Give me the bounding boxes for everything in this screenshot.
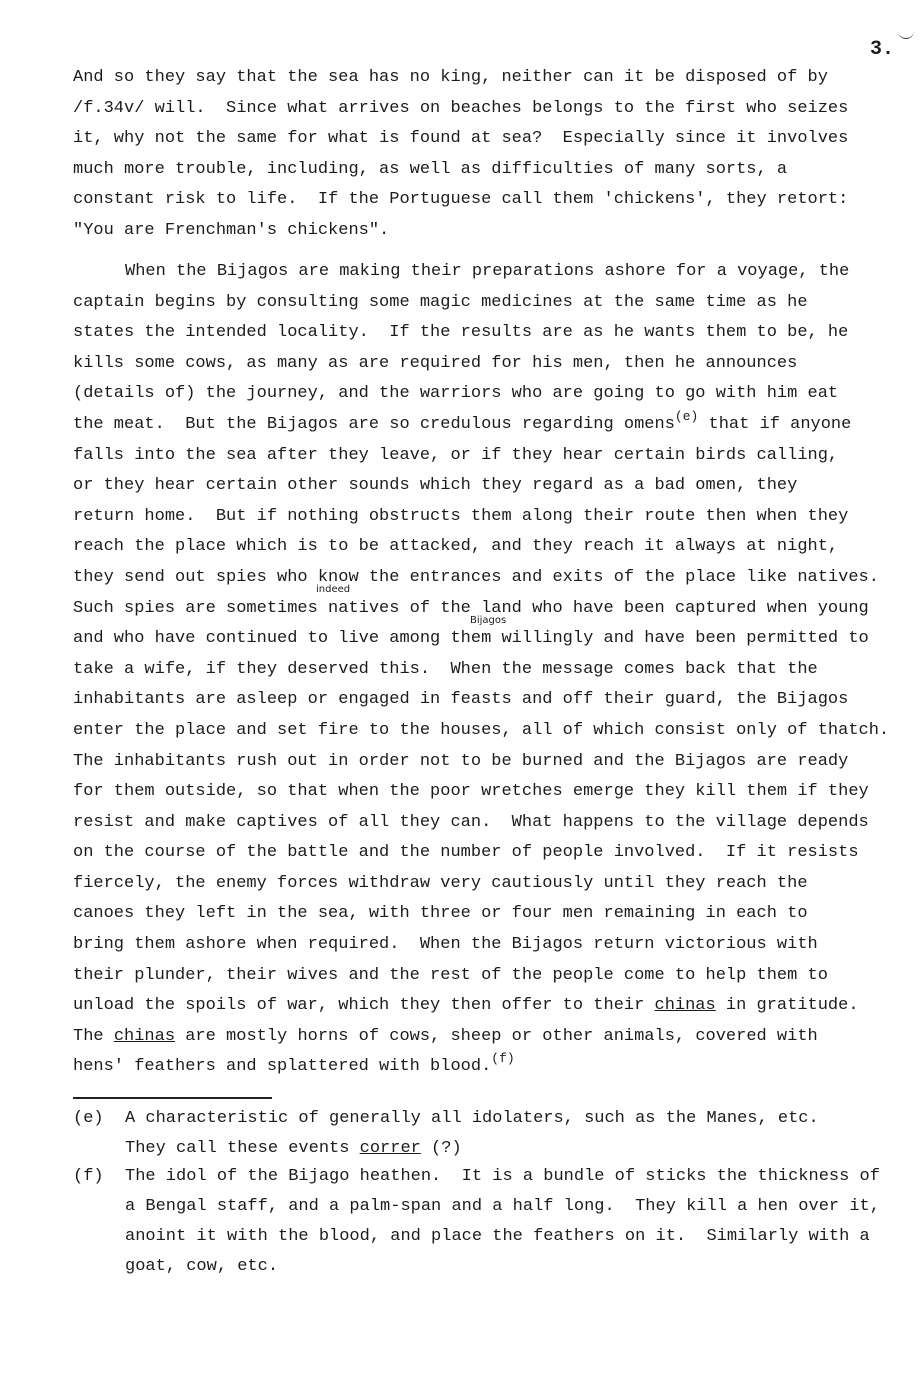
text-line: kills some cows, as many as are required for his men, then he announces (73, 353, 798, 373)
text-line: states the intended locality. If the results are as he wants them to be, he (73, 323, 849, 343)
text-line: falls into the sea after they leave, or if they hear certain birds calling, (73, 445, 839, 465)
text-line: "You are Frenchman's chickens". (73, 220, 390, 240)
text-line (73, 1052, 903, 1083)
text-line: much more trouble, including, as well as difficulties of many sorts, a (73, 159, 788, 179)
text-line: captain begins by consulting some magic medicines at the same time as he (73, 292, 808, 312)
text-fragment: hens' feathers and splattered with blood. (73, 1057, 492, 1077)
text-line: The idol of the Bijago heathen. It is a bundle of sticks the thickness of (125, 1167, 880, 1186)
footnote-ref-e: (e) (674, 408, 699, 424)
term-chinas: chinas (654, 996, 716, 1016)
text-line: goat, cow, etc. (125, 1257, 279, 1276)
text-line: bring them ashore when required. When the Bijagos return victorious with (73, 935, 818, 955)
handwritten-insertion: indeed (316, 584, 351, 595)
text-line: canoes they left in the sea, with three or four men remaining in each to (73, 904, 808, 924)
term-chinas: chinas (113, 1026, 176, 1046)
text-fragment: that if anyone (698, 414, 852, 434)
text-line: /f.34v/ will. Since what arrives on beaches belongs to the first who seizes (73, 98, 849, 118)
footnote-ref-f: (f) (491, 1051, 515, 1067)
text-fragment: (?) (420, 1139, 462, 1158)
footnote-body (125, 1104, 915, 1164)
text-line: for them outside, so that when the poor wretches emerge they kill them if they (73, 782, 869, 802)
footnote-label: (e) (73, 1109, 104, 1128)
text-line (73, 1022, 903, 1053)
text-line: resist and make captives of all they can. What happens to the village depends (73, 812, 869, 832)
text-line: fiercely, the enemy forces withdraw very cautiously until they reach the (73, 873, 808, 893)
handwritten-mark (898, 30, 914, 39)
text-fragment: the meat. But the Bijagos are so credulous regarding omens (73, 414, 675, 434)
text-line: their plunder, their wives and the rest of the people come to help them to (73, 965, 828, 985)
text-line: return home. But if nothing obstructs them along their route then when they (73, 506, 849, 526)
footnote-label: (f) (73, 1167, 104, 1186)
text-line: And so they say that the sea has no king, neither can it be disposed of by (73, 68, 828, 87)
term-correr: correr (359, 1139, 421, 1158)
text-fragment: They call these events (125, 1139, 360, 1158)
footnote-divider (73, 1097, 272, 1099)
text-line: The inhabitants rush out in order not to be burned and the Bijagos are ready (73, 751, 849, 771)
text-line: a Bengal staff, and a palm-span and a half long. They kill a hen over it, (125, 1197, 880, 1216)
text-fragment: The (73, 1026, 114, 1046)
text-line: A characteristic of generally all idolaters, such as the Manes, etc. (125, 1109, 819, 1128)
text-fragment: unload the spoils of war, which they then offer to their (73, 996, 655, 1016)
text-line: or they hear certain other sounds which they regard as a bad omen, they (73, 476, 798, 496)
paragraph-2 (73, 257, 903, 1083)
text-line (73, 991, 903, 1022)
text-line (125, 1134, 915, 1164)
text-line: they send out spies who know the entrances and exits of the place like natives. (73, 567, 879, 587)
text-line: anoint it with the blood, and place the feathers on it. Similarly with a (125, 1227, 870, 1246)
text-line: take a wife, if they deserved this. When the message comes back that the (73, 659, 818, 679)
text-line: on the course of the battle and the number of people involved. If it resists (73, 843, 859, 863)
text-line: it, why not the same for what is found at sea? Especially since it involves (73, 129, 849, 149)
paragraph-1 (73, 63, 903, 247)
text-line: reach the place which is to be attacked, and they reach it always at night, (73, 537, 839, 557)
text-line: constant risk to life. If the Portuguese call them 'chickens', they retort: (73, 190, 849, 210)
text-line: Such spies are sometimes natives of the land who have been captured when young (73, 598, 869, 618)
text-fragment: in gratitude. (715, 996, 859, 1016)
text-line (73, 410, 903, 441)
footnote-body (125, 1162, 915, 1282)
text-line: (details of) the journey, and the warriors who are going to go with him eat (73, 384, 839, 404)
text-line: inhabitants are asleep or engaged in feasts and off their guard, the Bijagos (73, 690, 849, 710)
text-line: When the Bijagos are making their preparations ashore for a voyage, the (125, 262, 850, 281)
handwritten-insertion: Bijagos (470, 615, 507, 626)
page-number: 3. (870, 38, 895, 61)
text-fragment: are mostly horns of cows, sheep or other animals, covered with (175, 1026, 818, 1046)
text-line: enter the place and set fire to the houses, all of which consist only of thatch. (73, 720, 890, 740)
text-line: and who have continued to live among them willingly and have been permitted to (73, 629, 869, 649)
